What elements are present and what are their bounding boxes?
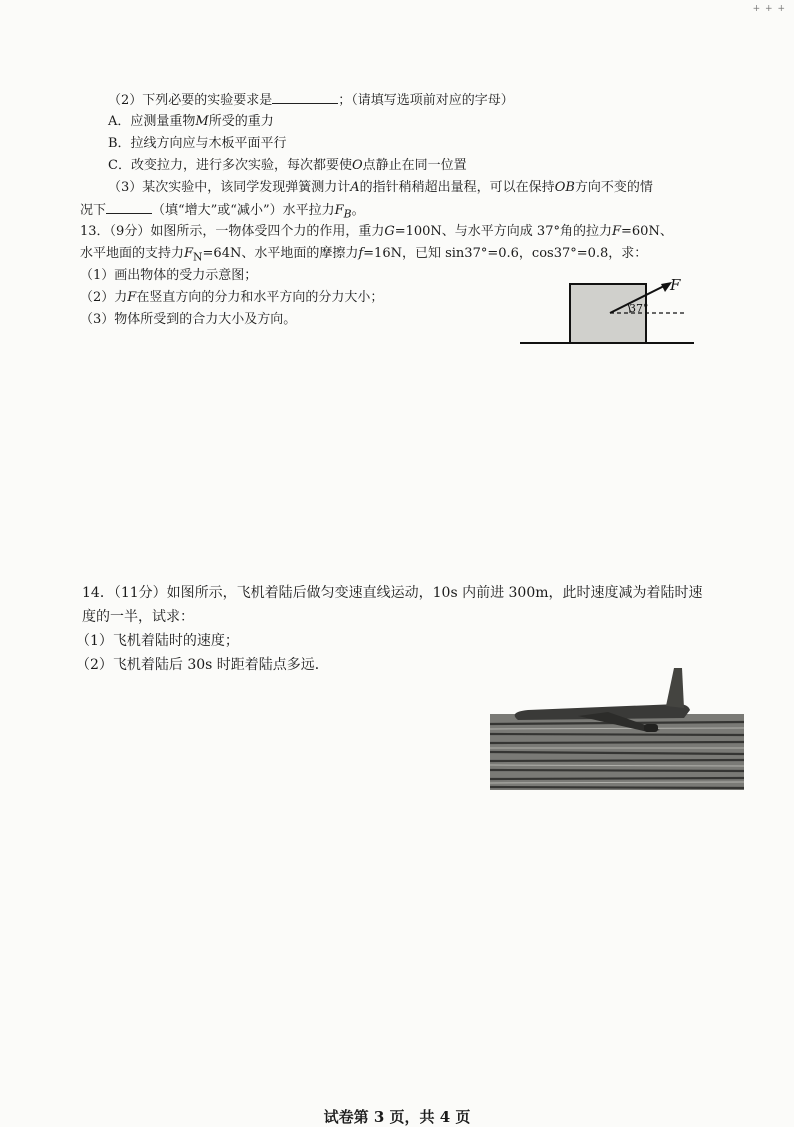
q13-stem-line1: 13．（9分）如图所示，一物体受四个力的作用，重力G=100N、与水平方向成 37°角的拉力F=60N、 [80, 224, 673, 239]
q12-part2: （2）下列必要的实验要求是 ；（请填写选项前对应的字母） [108, 93, 514, 108]
q12-part3: （3）某次实验中，该同学发现弹簧测力计A的指针稍稍超出量程，可以在保持OB方向不变的情 [108, 180, 653, 195]
q12-option-c: C．改变拉力，进行多次实验，每次都要使O点静止在同一位置 [108, 158, 467, 173]
q14-sub2: （2）飞机着陆后 30s 时距着陆点多远． [76, 657, 329, 673]
airplane-landing-photo [488, 664, 746, 792]
answer-blank[interactable] [272, 91, 338, 104]
q14-sub1: （1）飞机着陆时的速度； [76, 633, 239, 649]
corner-scan-mark: + + + [752, 4, 786, 14]
q12-option-b: B．拉线方向应与木板平面平行 [108, 136, 287, 151]
q14-stem-line1: 14．（11分）如图所示，飞机着陆后做匀变速直线运动，10s 内前进 300m，此时速度减为着陆时速 [82, 585, 703, 601]
answer-blank[interactable] [106, 201, 152, 214]
force-label: F [670, 276, 681, 294]
page-footer: 试卷第 3 页，共 4 页 [323, 1108, 471, 1126]
q13-sub3: （3）物体所受到的合力大小及方向。 [80, 312, 297, 327]
q13-stem-line2: 水平地面的支持力$F_N=64N$、水平地面的摩擦力f=16N，已知 sin37°=0.6，cos37°=0.8，求： [80, 246, 648, 264]
q13-sub1: （1）画出物体的受力示意图； [80, 268, 258, 283]
q12-option-a: A．应测量重物M所受的重力 [108, 114, 274, 129]
force-diagram [518, 272, 698, 347]
angle-label: 37° [629, 302, 649, 315]
q14-stem-line2: 度的一半，试求： [82, 609, 194, 625]
q12-part3-line2: 况下 （填“增大”或“减小”）水平拉力$F_B$。 [80, 203, 365, 221]
airplane-tail [666, 668, 684, 708]
q13-sub2: （2）力F在竖直方向的分力和水平方向的分力大小； [80, 290, 384, 305]
